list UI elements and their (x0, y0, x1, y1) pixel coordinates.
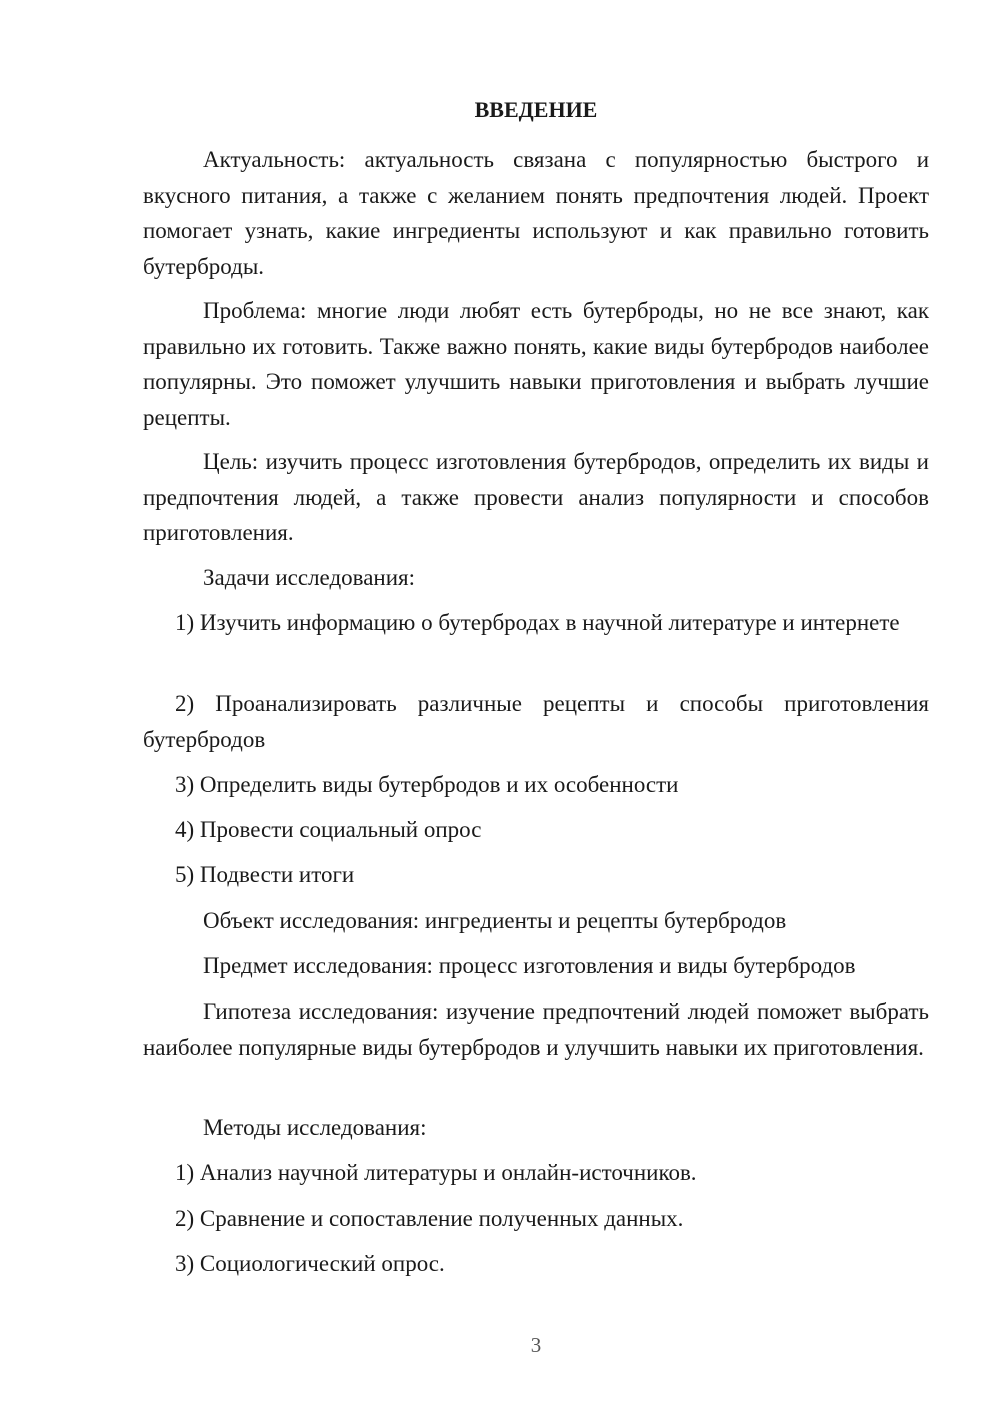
problem-paragraph: Проблема: многие люди любят есть бутерброды, но не все знают, как правильно их готовить. Также важно понять, какие виды бутербродов наиболее популярны. Это поможет улучшить навыки приготовления и выбрать лучшие рецепты. (143, 298, 929, 430)
goal-paragraph: Цель: изучить процесс изготовления бутербродов, определить их виды и предпочтения людей, а также провести анализ популярности и способов приготовления. (143, 449, 929, 545)
object-paragraph-block (143, 903, 929, 939)
method-item-2-block (143, 1201, 929, 1237)
task-item-4-block (143, 812, 929, 848)
method-item: 3) Социологический опрос. (175, 1251, 445, 1276)
relevance-paragraph: Актуальность: актуальность связана с популярностью быстрого и вкусного питания, а также с желанием понять предпочтения людей. Проект помогает узнать, какие ингредиенты используют и как правильно готовить бутерброды. (143, 147, 929, 279)
section-title: ВВЕДЕНИЕ (474, 97, 598, 122)
task-item: 1) Изучить информацию о бутербродах в научной литературе и интернете (175, 610, 900, 635)
hypothesis-paragraph-block (143, 994, 929, 1065)
task-item: 2) Проанализировать различные рецепты и способы приготовления бутербродов (143, 691, 929, 752)
method-item: 1) Анализ научной литературы и онлайн-источников. (175, 1160, 697, 1185)
task-item-3-block (143, 767, 929, 803)
hypothesis-paragraph: Гипотеза исследования: изучение предпочтений людей поможет выбрать наиболее популярные виды бутербродов и улучшить навыки их приготовления. (143, 999, 929, 1060)
subject-paragraph-block (143, 948, 929, 984)
task-item: 3) Определить виды бутербродов и их особенности (175, 772, 679, 797)
tasks-heading-block (143, 560, 929, 596)
tasks-heading: Задачи исследования: (203, 565, 416, 590)
subject-paragraph: Предмет исследования: процесс изготовления и виды бутербродов (203, 953, 856, 978)
page-number: 3 (530, 1333, 542, 1357)
method-item-3-block (143, 1246, 929, 1282)
problem-paragraph-block (143, 293, 929, 435)
method-item-1-block (143, 1155, 929, 1191)
task-item: 5) Подвести итоги (175, 862, 355, 887)
relevance-paragraph-block (143, 142, 929, 284)
methods-heading-block (143, 1110, 929, 1146)
methods-heading: Методы исследования: (203, 1115, 427, 1140)
object-paragraph: Объект исследования: ингредиенты и рецепты бутербродов (203, 908, 787, 933)
task-item-5-block (143, 857, 929, 893)
task-item-2-block (143, 686, 929, 757)
task-item: 4) Провести социальный опрос (175, 817, 482, 842)
goal-paragraph-block (143, 444, 929, 551)
method-item: 2) Сравнение и сопоставление полученных данных. (175, 1206, 684, 1231)
task-item-1-block (143, 605, 929, 641)
